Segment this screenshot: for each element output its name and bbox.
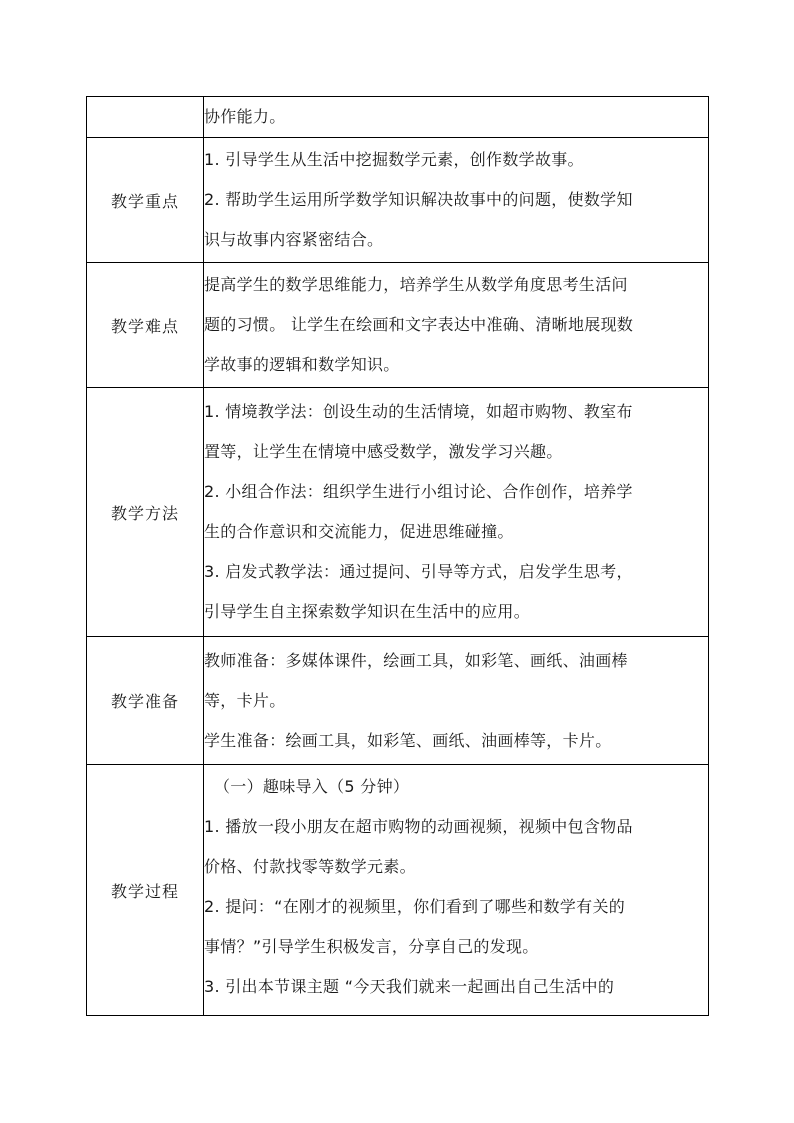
content-line: 2. 帮助学生运用所学数学知识解决故事中的问题，使数学知: [204, 190, 633, 209]
table-row-preparation: [87, 637, 709, 765]
content-line: 2. 小组合作法：组织学生进行小组讨论、合作创作，培养学: [204, 482, 633, 501]
content-line: 生的合作意识和交流能力，促进思维碰撞。: [204, 522, 514, 541]
content-line: 1. 引导学生从生活中挖掘数学元素，创作数学故事。: [204, 150, 584, 169]
content-line: 1. 情境教学法：创设生动的生活情境，如超市购物、教室布: [204, 402, 633, 421]
content-line: 事情？”引导学生积极发言，分享自己的发现。: [204, 937, 539, 956]
section-heading: （一）趣味导入（5 分钟）: [214, 777, 410, 796]
row-label: 教学难点: [87, 263, 204, 388]
row-content: [204, 388, 709, 637]
table-row-process: [87, 765, 709, 1016]
row-content: [204, 637, 709, 765]
row-content: [204, 765, 709, 1016]
content-line: 教师准备：多媒体课件，绘画工具，如彩笔、画纸、油画棒: [204, 650, 628, 670]
table-row-key-points: [87, 138, 709, 263]
row-label: 教学过程: [87, 765, 204, 1016]
row-content: [204, 138, 709, 263]
content-line: 3. 引出本节课主题 “今天我们就来一起画出自己生活中的: [204, 977, 615, 996]
row-label: 教学准备: [87, 637, 204, 765]
row-label: 教学方法: [87, 388, 204, 637]
lesson-plan-table: [86, 96, 709, 1016]
row-content: [204, 97, 709, 138]
content-line: 等，卡片。: [204, 690, 286, 710]
table-row-difficulties: [87, 263, 709, 388]
row-label: [87, 97, 204, 138]
row-label: 教学重点: [87, 138, 204, 263]
content-line: 引导学生自主探索数学知识在生活中的应用。: [204, 602, 531, 621]
content-line: 识与故事内容紧密结合。: [204, 230, 384, 249]
content-line: 2. 提问：“在刚才的视频里，你们看到了哪些和数学有关的: [204, 897, 626, 916]
row-content: [204, 263, 709, 388]
content-line: 题的习惯。 让学生在绘画和文字表达中准确、清晰地展现数: [204, 315, 634, 334]
table-row-methods: [87, 388, 709, 637]
content-line: 置等，让学生在情境中感受数学，激发学习兴趣。: [204, 442, 563, 461]
table-row-continuation: [87, 97, 709, 138]
content-line: 价格、付款找零等数学元素。: [204, 857, 416, 876]
content-line: 学故事的逻辑和数学知识。: [204, 355, 400, 374]
content-line: 协作能力。: [204, 107, 286, 126]
content-line: 提高学生的数学思维能力，培养学生从数学角度思考生活问: [204, 275, 628, 294]
content-line: 学生准备：绘画工具，如彩笔、画纸、油画棒等，卡片。: [204, 730, 612, 750]
content-line: 3. 启发式教学法：通过提问、引导等方式，启发学生思考，: [204, 562, 633, 581]
content-line: 1. 播放一段小朋友在超市购物的动画视频，视频中包含物品: [204, 817, 633, 836]
